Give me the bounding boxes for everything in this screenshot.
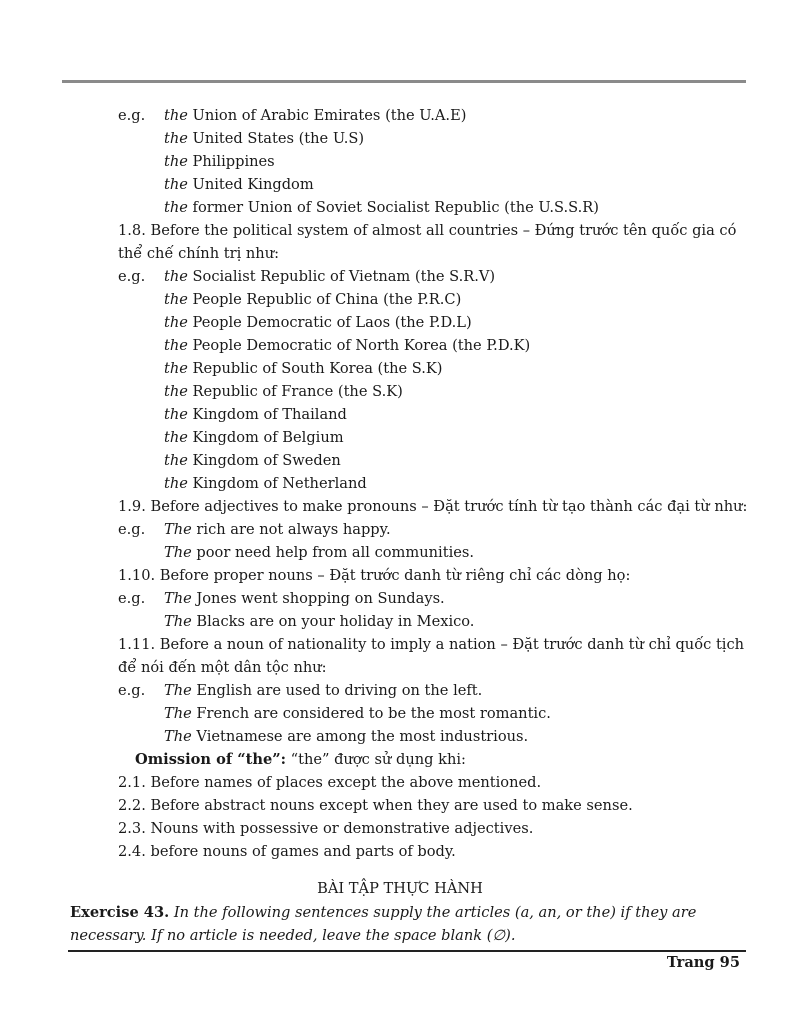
example-line: the Republic of South Korea (the S.K): [164, 360, 443, 377]
example-line: The Vietnamese are among the most industrious.: [164, 728, 529, 745]
omission-item: 2.4. before nouns of games and parts of body.: [118, 843, 456, 860]
example-line: the People Republic of China (the P.R.C): [164, 291, 462, 308]
example-line: e.g. the Socialist Republic of Vietnam (the S.R.V): [118, 265, 758, 288]
eg-label: e.g.: [118, 590, 146, 607]
section-heading-1-8: 1.8. Before the political system of almost all countries – Đứng trước tên quốc gia có thể chế chính trị như:: [118, 222, 737, 262]
example-line: the Kingdom of Thailand: [164, 406, 347, 423]
example-line: the People Democratic of Laos (the P.D.L): [164, 314, 472, 331]
eg-label: e.g.: [118, 268, 146, 285]
section-heading-1-10: 1.10. Before proper nouns – Đặt trước danh từ riêng chỉ các dòng họ:: [118, 567, 631, 584]
example-line: the People Democratic of North Korea (the P.D.K): [164, 337, 531, 354]
eg-label: e.g.: [118, 521, 146, 538]
example-line: the Kingdom of Sweden: [164, 452, 341, 469]
exercise-instruction: [70, 901, 746, 947]
footer-rule: [68, 950, 746, 952]
practice-title: BÀI TẬP THỰC HÀNH: [317, 880, 483, 897]
example-line: the Kingdom of Belgium: [164, 429, 344, 446]
example-line: the United Kingdom: [164, 176, 314, 193]
example-line: the United States (the U.S): [164, 130, 365, 147]
example-line: the former Union of Soviet Socialist Republic (the U.S.S.R): [164, 199, 599, 216]
page-number: Trang 95: [666, 954, 740, 971]
header-rule: [62, 80, 746, 83]
example-line: The poor need help from all communities.: [164, 544, 475, 561]
example-line: e.g. the Union of Arabic Emirates (the U.A.E): [118, 104, 758, 127]
example-line: e.g. The English are used to driving on the left.: [118, 679, 758, 702]
page-body: [118, 104, 758, 863]
example-line: the Republic of France (the S.K): [164, 383, 403, 400]
exercise-label: Exercise 43.: [70, 904, 170, 921]
eg-label: e.g.: [118, 107, 146, 124]
exercise-text: In the following sentences supply the articles (a, an, or the) if they are necessary. If no article is needed, leave the space blank (∅).: [70, 904, 697, 944]
omission-item: 2.1. Before names of places except the above mentioned.: [118, 774, 542, 791]
example-line: The Blacks are on your holiday in Mexico.: [164, 613, 475, 630]
omission-heading: Omission of “the”: “the” được sử dụng khi:: [135, 751, 466, 768]
eg-label: e.g.: [118, 682, 146, 699]
omission-item: 2.3. Nouns with possessive or demonstrative adjectives.: [118, 820, 534, 837]
example-line: the Philippines: [164, 153, 275, 170]
example-line: e.g. The Jones went shopping on Sundays.: [118, 587, 758, 610]
section-heading-1-11: 1.11. Before a noun of nationality to imply a nation – Đặt trước danh từ chỉ quốc tịch để nói đến một dân tộc như:: [118, 636, 745, 676]
section-heading-1-9: 1.9. Before adjectives to make pronouns – Đặt trước tính từ tạo thành các đại từ như:: [118, 498, 748, 515]
example-line: The French are considered to be the most romantic.: [164, 705, 551, 722]
example-line: the Kingdom of Netherland: [164, 475, 367, 492]
omission-item: 2.2. Before abstract nouns except when they are used to make sense.: [118, 797, 633, 814]
example-line: e.g. The rich are not always happy.: [118, 518, 758, 541]
